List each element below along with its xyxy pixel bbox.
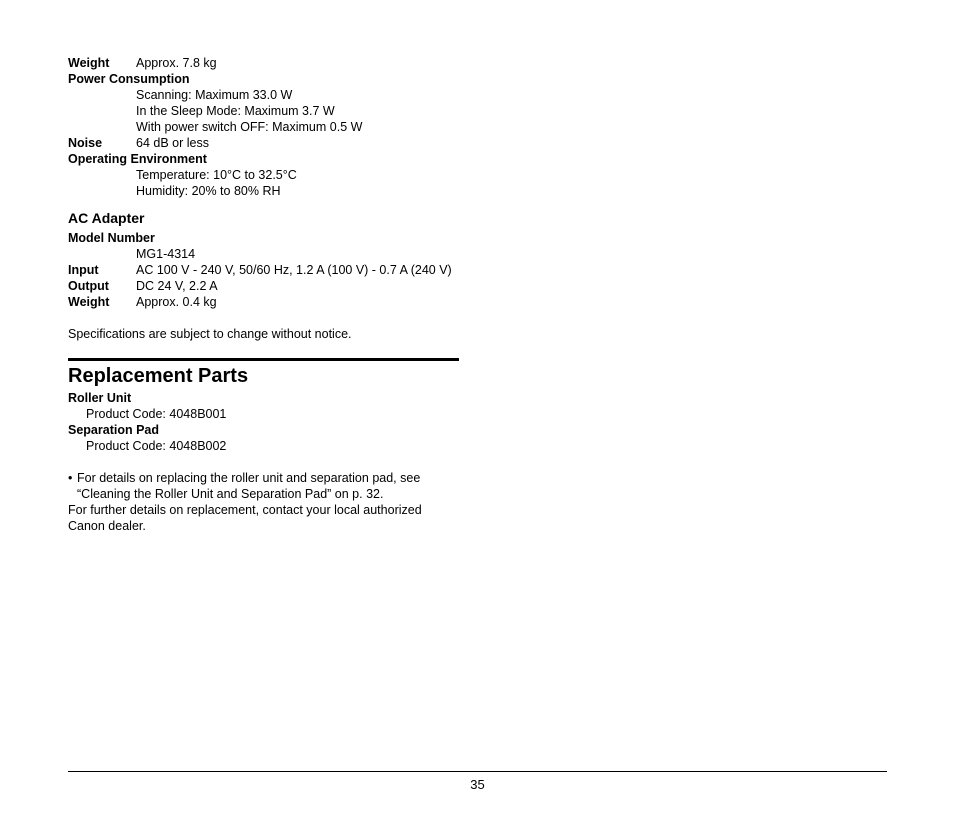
spec-weight-label: Weight [68, 56, 110, 70]
spec-env-row [68, 151, 207, 167]
spec-power-label: Power Consumption [68, 72, 190, 86]
ac-output-row [68, 278, 218, 294]
replacement-parts-title: Replacement Parts [68, 365, 249, 387]
spec-power-sleep: In the Sleep Mode: Maximum 3.7 W [136, 104, 335, 118]
spec-noise-value: 64 dB or less [136, 136, 209, 150]
ac-weight-value: Approx. 0.4 kg [136, 295, 217, 309]
ac-input-row [68, 262, 452, 278]
separation-pad-code: Product Code: 4048B002 [86, 439, 227, 453]
spec-weight-value: Approx. 7.8 kg [136, 56, 217, 70]
bullet-dot: • [68, 471, 73, 485]
manual-page [68, 0, 888, 818]
bullet-item [68, 470, 459, 486]
ac-model-label: Model Number [68, 231, 155, 245]
page-number: 35 [470, 777, 485, 792]
ac-output-value: DC 24 V, 2.2 A [136, 279, 218, 293]
spec-noise-label: Noise [68, 136, 103, 150]
bullet-text-line-1: For details on replacing the roller unit and separation pad, see [77, 471, 421, 485]
further-details-line-2: Canon dealer. [68, 519, 146, 533]
roller-unit-label: Roller Unit [68, 391, 132, 405]
ac-input-label: Input [68, 263, 99, 277]
spec-power-row [68, 71, 190, 87]
spec-change-notice: Specifications are subject to change without notice. [68, 327, 352, 341]
spec-noise-row [68, 135, 209, 151]
spec-power-off: With power switch OFF: Maximum 0.5 W [136, 120, 363, 134]
spec-env-humidity: Humidity: 20% to 80% RH [136, 184, 281, 198]
further-details-line-1: For further details on replacement, contact your local authorized [68, 503, 422, 517]
roller-unit-row [68, 390, 131, 406]
separation-pad-row [68, 422, 159, 438]
spec-env-temperature: Temperature: 10°C to 32.5°C [136, 168, 297, 182]
bullet-text-line-2: “Cleaning the Roller Unit and Separation Pad” on p. 32. [77, 487, 384, 501]
ac-input-value: AC 100 V - 240 V, 50/60 Hz, 1.2 A (100 V) - 0.7 A (240 V) [136, 263, 452, 277]
ac-adapter-heading: AC Adapter [68, 210, 145, 226]
spec-weight-row [68, 55, 217, 71]
ac-weight-row [68, 294, 217, 310]
ac-output-label: Output [68, 279, 109, 293]
roller-unit-code: Product Code: 4048B001 [86, 407, 227, 421]
ac-weight-label: Weight [68, 295, 110, 309]
separation-pad-label: Separation Pad [68, 423, 159, 437]
ac-model-row [68, 230, 155, 246]
section-divider [68, 358, 459, 361]
footer-divider [68, 771, 887, 772]
ac-model-value: MG1-4314 [136, 247, 196, 261]
spec-env-label: Operating Environment [68, 152, 207, 166]
spec-power-scanning: Scanning: Maximum 33.0 W [136, 88, 293, 102]
